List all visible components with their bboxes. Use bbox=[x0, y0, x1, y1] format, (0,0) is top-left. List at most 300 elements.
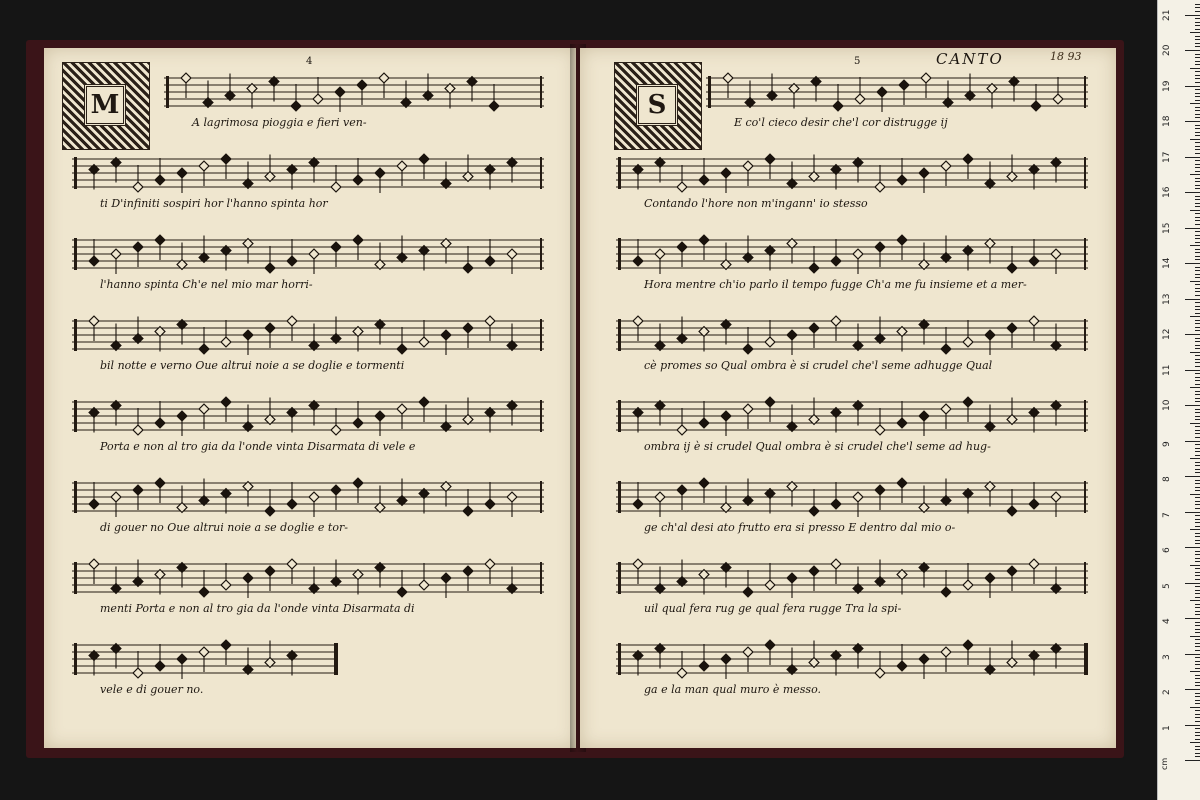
note-head bbox=[963, 580, 973, 590]
ruler-tick bbox=[1195, 231, 1200, 232]
note-head bbox=[897, 418, 907, 428]
lyric-line: uil qual fera rug ge qual fera rugge Tra la spi- bbox=[644, 602, 902, 615]
ruler-tick bbox=[1185, 50, 1200, 51]
note-head bbox=[875, 182, 885, 192]
note-head bbox=[287, 559, 297, 569]
ruler-tick bbox=[1195, 472, 1200, 473]
ruler-tick bbox=[1195, 171, 1200, 172]
note-head bbox=[287, 316, 297, 326]
ruler-tick bbox=[1195, 377, 1200, 378]
part-header: CANTO bbox=[936, 50, 1004, 68]
note-head bbox=[155, 175, 165, 185]
note-head bbox=[1007, 566, 1017, 576]
ruler-tick bbox=[1195, 82, 1200, 83]
bar-line bbox=[334, 643, 338, 675]
ruler-tick bbox=[1195, 504, 1200, 505]
note-head bbox=[419, 397, 429, 407]
note-head bbox=[833, 101, 843, 111]
ruler-tick bbox=[1195, 167, 1200, 168]
note-head bbox=[243, 330, 253, 340]
ruler-tick bbox=[1195, 586, 1200, 587]
music-staff bbox=[706, 72, 1088, 112]
ruler-tick bbox=[1185, 299, 1200, 300]
bar-line bbox=[540, 400, 542, 432]
ruler-tick bbox=[1195, 135, 1200, 136]
ruler-tick bbox=[1185, 512, 1200, 513]
ruler-tick bbox=[1195, 572, 1200, 573]
ruler-tick bbox=[1190, 529, 1200, 530]
music-staff bbox=[616, 477, 1088, 517]
ruler-tick bbox=[1195, 164, 1200, 165]
ruler-label: 4 bbox=[1162, 618, 1172, 624]
note-head bbox=[335, 87, 345, 97]
clef-mark bbox=[74, 157, 77, 189]
ruler-tick bbox=[1195, 632, 1200, 633]
ruler-label: 15 bbox=[1162, 222, 1172, 234]
note-head bbox=[375, 168, 385, 178]
note-head bbox=[353, 175, 363, 185]
ruler-tick bbox=[1190, 494, 1200, 495]
ruler-tick bbox=[1195, 54, 1200, 55]
note-head bbox=[221, 337, 231, 347]
ruler-tick bbox=[1185, 547, 1200, 548]
ruler-tick bbox=[1195, 327, 1200, 328]
bar-line bbox=[1084, 481, 1086, 513]
music-staff bbox=[72, 315, 544, 355]
note-head bbox=[265, 263, 275, 273]
lyric-line: menti Porta e non al tro gia da l'onde vinta Disarmata di bbox=[100, 602, 415, 615]
ruler-tick bbox=[1195, 380, 1200, 381]
ruler-tick bbox=[1195, 469, 1200, 470]
ruler-tick bbox=[1195, 259, 1200, 260]
note-head bbox=[963, 640, 973, 650]
ruler-tick bbox=[1195, 622, 1200, 623]
note-head bbox=[633, 316, 643, 326]
note-head bbox=[265, 506, 275, 516]
note-head bbox=[1007, 506, 1017, 516]
ruler-tick bbox=[1195, 409, 1200, 410]
note-head bbox=[875, 668, 885, 678]
note-head bbox=[765, 337, 775, 347]
note-head bbox=[463, 566, 473, 576]
note-head bbox=[721, 411, 731, 421]
note-head bbox=[133, 668, 143, 678]
ruler-unit-label: cm bbox=[1160, 757, 1169, 770]
ruler-tick bbox=[1195, 508, 1200, 509]
bar-line bbox=[540, 319, 542, 351]
note-head bbox=[1007, 323, 1017, 333]
ruler-tick bbox=[1190, 387, 1200, 388]
bar-line bbox=[1084, 400, 1086, 432]
bar-line bbox=[540, 157, 542, 189]
note-head bbox=[485, 256, 495, 266]
note-head bbox=[199, 404, 209, 414]
note-head bbox=[1029, 499, 1039, 509]
ruler-tick bbox=[1190, 423, 1200, 424]
bar-line bbox=[540, 481, 542, 513]
ruler-label: 16 bbox=[1162, 186, 1172, 198]
ruler-tick bbox=[1195, 75, 1200, 76]
note-head bbox=[199, 161, 209, 171]
note-head bbox=[353, 418, 363, 428]
ruler-label: 14 bbox=[1162, 257, 1172, 269]
bar-line bbox=[1084, 562, 1086, 594]
ruler-label: 3 bbox=[1162, 653, 1172, 660]
ruler-tick bbox=[1195, 451, 1200, 452]
ruler-tick bbox=[1195, 480, 1200, 481]
note-head bbox=[181, 73, 191, 83]
ruler-tick bbox=[1195, 64, 1200, 65]
ruler-tick bbox=[1195, 267, 1200, 268]
lyric-line: ombra ij è si crudel Qual ombra è si crudel che'l seme ad hug- bbox=[644, 440, 991, 453]
note-head bbox=[765, 580, 775, 590]
ruler-tick bbox=[1195, 36, 1200, 37]
note-head bbox=[221, 580, 231, 590]
ruler-tick bbox=[1190, 671, 1200, 672]
lyric-line: Porta e non al tro gia da l'onde vinta Disarmata di vele e bbox=[100, 440, 416, 453]
note-head bbox=[287, 256, 297, 266]
note-head bbox=[831, 316, 841, 326]
note-head bbox=[743, 161, 753, 171]
ruler-tick bbox=[1195, 330, 1200, 331]
note-head bbox=[331, 485, 341, 495]
ruler-tick bbox=[1195, 540, 1200, 541]
ruler-tick bbox=[1195, 249, 1200, 250]
note-head bbox=[809, 323, 819, 333]
ruler-tick bbox=[1195, 366, 1200, 367]
ruler-tick bbox=[1195, 465, 1200, 466]
note-head bbox=[809, 263, 819, 273]
note-head bbox=[463, 506, 473, 516]
note-head bbox=[677, 182, 687, 192]
music-staff bbox=[72, 639, 338, 679]
ruler-tick bbox=[1190, 174, 1200, 175]
note-head bbox=[89, 559, 99, 569]
note-head bbox=[655, 249, 665, 259]
ruler-tick bbox=[1185, 689, 1200, 690]
music-staff bbox=[72, 558, 544, 598]
ruler-tick bbox=[1195, 284, 1200, 285]
note-head bbox=[331, 242, 341, 252]
note-head bbox=[221, 640, 231, 650]
ruler-tick bbox=[1195, 614, 1200, 615]
ruler-tick bbox=[1195, 373, 1200, 374]
ruler-tick bbox=[1195, 575, 1200, 576]
ruler-tick bbox=[1195, 579, 1200, 580]
ruler-tick bbox=[1185, 228, 1200, 229]
ruler-tick bbox=[1195, 693, 1200, 694]
note-head bbox=[809, 506, 819, 516]
ruler-label: 9 bbox=[1162, 440, 1172, 447]
note-head bbox=[963, 154, 973, 164]
ruler-tick bbox=[1195, 551, 1200, 552]
note-head bbox=[463, 323, 473, 333]
note-head bbox=[1007, 263, 1017, 273]
note-head bbox=[985, 573, 995, 583]
note-head bbox=[655, 492, 665, 502]
clef-mark bbox=[74, 238, 77, 270]
note-head bbox=[313, 94, 323, 104]
note-head bbox=[633, 499, 643, 509]
ruler-tick bbox=[1195, 739, 1200, 740]
ruler-tick bbox=[1195, 242, 1200, 243]
ruler-tick bbox=[1195, 39, 1200, 40]
ruler-label: 17 bbox=[1162, 151, 1172, 163]
ruler-tick bbox=[1195, 558, 1200, 559]
ruler-label: 12 bbox=[1162, 328, 1172, 340]
ruler-tick bbox=[1195, 355, 1200, 356]
music-staff bbox=[72, 153, 544, 193]
note-head bbox=[111, 249, 121, 259]
note-head bbox=[897, 661, 907, 671]
ruler-tick bbox=[1195, 416, 1200, 417]
music-staff bbox=[616, 639, 1088, 679]
note-head bbox=[875, 242, 885, 252]
note-head bbox=[243, 573, 253, 583]
ruler-tick bbox=[1195, 398, 1200, 399]
ruler-tick bbox=[1195, 213, 1200, 214]
ruler-label: 2 bbox=[1162, 689, 1172, 695]
bar-line bbox=[1084, 319, 1086, 351]
ruler-tick bbox=[1195, 437, 1200, 438]
ruler-tick bbox=[1195, 661, 1200, 662]
music-staff bbox=[616, 558, 1088, 598]
note-head bbox=[831, 256, 841, 266]
note-head bbox=[155, 235, 165, 245]
ruler-tick bbox=[1195, 455, 1200, 456]
note-head bbox=[743, 647, 753, 657]
note-head bbox=[919, 168, 929, 178]
note-head bbox=[875, 425, 885, 435]
ruler-tick bbox=[1195, 196, 1200, 197]
ruler-tick bbox=[1195, 625, 1200, 626]
note-head bbox=[353, 235, 363, 245]
ruler-tick bbox=[1195, 320, 1200, 321]
ruler-tick bbox=[1195, 277, 1200, 278]
ruler-tick bbox=[1195, 703, 1200, 704]
music-staff bbox=[616, 315, 1088, 355]
ruler-tick bbox=[1195, 462, 1200, 463]
ruler-tick bbox=[1195, 533, 1200, 534]
note-head bbox=[743, 587, 753, 597]
clef-mark bbox=[618, 643, 621, 675]
ruler-tick bbox=[1195, 338, 1200, 339]
ruler-tick bbox=[1195, 362, 1200, 363]
ruler-tick bbox=[1185, 760, 1200, 761]
note-head bbox=[699, 478, 709, 488]
ruler-tick bbox=[1195, 341, 1200, 342]
ruler-tick bbox=[1195, 593, 1200, 594]
note-head bbox=[331, 425, 341, 435]
ruler-tick bbox=[1195, 96, 1200, 97]
ruler-tick bbox=[1195, 125, 1200, 126]
music-staff bbox=[164, 72, 544, 112]
ruler-tick bbox=[1195, 543, 1200, 544]
ruler-tick bbox=[1195, 291, 1200, 292]
note-head bbox=[221, 154, 231, 164]
ruler-tick bbox=[1185, 441, 1200, 442]
note-head bbox=[177, 411, 187, 421]
lyric-line: bil notte e verno Oue altrui noie a se doglie e tormenti bbox=[100, 359, 405, 372]
lyric-line: A lagrimosa pioggia e fieri ven- bbox=[192, 116, 367, 129]
note-head bbox=[291, 101, 301, 111]
bar-line bbox=[540, 562, 542, 594]
note-head bbox=[89, 316, 99, 326]
clef-mark bbox=[618, 238, 621, 270]
note-head bbox=[633, 559, 643, 569]
ruler-tick bbox=[1195, 252, 1200, 253]
note-head bbox=[397, 587, 407, 597]
ruler-label: 18 bbox=[1162, 115, 1172, 127]
note-head bbox=[485, 559, 495, 569]
bar-line bbox=[1084, 643, 1088, 675]
clef-mark bbox=[618, 319, 621, 351]
ruler-tick bbox=[1195, 675, 1200, 676]
ruler-tick bbox=[1195, 128, 1200, 129]
ruler-label: 7 bbox=[1162, 511, 1172, 518]
note-head bbox=[133, 485, 143, 495]
ruler-tick bbox=[1190, 281, 1200, 282]
ruler-tick bbox=[1195, 685, 1200, 686]
ruler-tick bbox=[1195, 306, 1200, 307]
ruler-tick bbox=[1195, 384, 1200, 385]
note-head bbox=[1051, 492, 1061, 502]
note-head bbox=[265, 566, 275, 576]
note-head bbox=[419, 337, 429, 347]
ruler-tick bbox=[1195, 235, 1200, 236]
ruler-tick bbox=[1195, 270, 1200, 271]
ruler-tick bbox=[1195, 650, 1200, 651]
ruler-tick bbox=[1195, 522, 1200, 523]
ruler-tick bbox=[1195, 487, 1200, 488]
note-head bbox=[379, 73, 389, 83]
note-head bbox=[441, 573, 451, 583]
note-head bbox=[221, 397, 231, 407]
bar-line bbox=[1084, 238, 1086, 270]
ruler-tick bbox=[1195, 490, 1200, 491]
note-head bbox=[419, 580, 429, 590]
clef-mark bbox=[166, 76, 169, 108]
ruler-tick bbox=[1195, 348, 1200, 349]
ruler-tick bbox=[1195, 295, 1200, 296]
note-head bbox=[765, 397, 775, 407]
ruler-tick bbox=[1195, 29, 1200, 30]
ruler-tick bbox=[1195, 61, 1200, 62]
note-head bbox=[507, 492, 517, 502]
note-head bbox=[787, 330, 797, 340]
ruler-tick bbox=[1195, 732, 1200, 733]
note-head bbox=[877, 87, 887, 97]
ruler-tick bbox=[1195, 11, 1200, 12]
ruler-tick bbox=[1195, 590, 1200, 591]
ruler-tick bbox=[1195, 203, 1200, 204]
ruler-tick bbox=[1195, 536, 1200, 537]
note-head bbox=[941, 404, 951, 414]
note-head bbox=[1051, 249, 1061, 259]
ruler-tick bbox=[1195, 678, 1200, 679]
note-head bbox=[677, 242, 687, 252]
note-head bbox=[419, 154, 429, 164]
lyric-line: ge ch'al desi ato frutto era si presso E dentro dal mio o- bbox=[644, 521, 956, 534]
ruler-tick bbox=[1185, 476, 1200, 477]
ruler-tick bbox=[1195, 142, 1200, 143]
ruler-tick bbox=[1195, 359, 1200, 360]
note-head bbox=[963, 397, 973, 407]
ruler-tick bbox=[1195, 519, 1200, 520]
note-head bbox=[463, 263, 473, 273]
ruler-tick bbox=[1195, 153, 1200, 154]
ruler-tick bbox=[1195, 302, 1200, 303]
ruler-tick bbox=[1195, 256, 1200, 257]
note-head bbox=[721, 654, 731, 664]
note-head bbox=[941, 161, 951, 171]
ruler-tick bbox=[1195, 433, 1200, 434]
ruler-tick bbox=[1195, 483, 1200, 484]
lyric-line: ga e la man qual muro è messo. bbox=[644, 683, 821, 696]
ruler-tick bbox=[1195, 185, 1200, 186]
note-head bbox=[155, 661, 165, 671]
note-head bbox=[765, 154, 775, 164]
ruler-tick bbox=[1195, 753, 1200, 754]
left-initial-letter: M bbox=[84, 84, 126, 126]
ruler-tick bbox=[1195, 274, 1200, 275]
lyric-line: l'hanno spinta Ch'e nel mio mar horri- bbox=[100, 278, 313, 291]
note-head bbox=[921, 73, 931, 83]
ruler-tick bbox=[1195, 629, 1200, 630]
ruler-tick bbox=[1195, 749, 1200, 750]
note-head bbox=[855, 94, 865, 104]
note-head bbox=[485, 316, 495, 326]
ruler-tick bbox=[1185, 334, 1200, 335]
ruler-tick bbox=[1195, 89, 1200, 90]
note-head bbox=[353, 478, 363, 488]
note-head bbox=[809, 566, 819, 576]
note-head bbox=[507, 249, 517, 259]
note-head bbox=[1053, 94, 1063, 104]
ruler-tick bbox=[1195, 401, 1200, 402]
ruler-tick bbox=[1185, 121, 1200, 122]
ruler-tick bbox=[1195, 526, 1200, 527]
right-page bbox=[580, 48, 1116, 748]
ruler-tick bbox=[1190, 210, 1200, 211]
ruler-tick bbox=[1190, 68, 1200, 69]
note-head bbox=[743, 404, 753, 414]
lyric-line: ti D'infiniti sospiri hor l'hanno spinta hor bbox=[100, 197, 328, 210]
ruler-tick bbox=[1190, 636, 1200, 637]
ruler-tick bbox=[1195, 721, 1200, 722]
note-head bbox=[743, 344, 753, 354]
ruler-tick bbox=[1195, 220, 1200, 221]
ruler-tick bbox=[1185, 263, 1200, 264]
ruler-tick bbox=[1190, 707, 1200, 708]
ruler-tick bbox=[1195, 430, 1200, 431]
note-head bbox=[177, 654, 187, 664]
ruler-label: 10 bbox=[1162, 399, 1172, 411]
note-head bbox=[677, 425, 687, 435]
ruler-tick bbox=[1195, 657, 1200, 658]
ruler-tick bbox=[1185, 405, 1200, 406]
ruler-tick bbox=[1195, 597, 1200, 598]
note-head bbox=[1029, 256, 1039, 266]
ruler-tick bbox=[1195, 7, 1200, 8]
note-head bbox=[831, 499, 841, 509]
note-head bbox=[699, 175, 709, 185]
note-head bbox=[309, 492, 319, 502]
ruler-tick bbox=[1195, 188, 1200, 189]
ruler-label: 19 bbox=[1162, 80, 1172, 92]
ruler-tick bbox=[1195, 117, 1200, 118]
ruler-tick bbox=[1195, 46, 1200, 47]
